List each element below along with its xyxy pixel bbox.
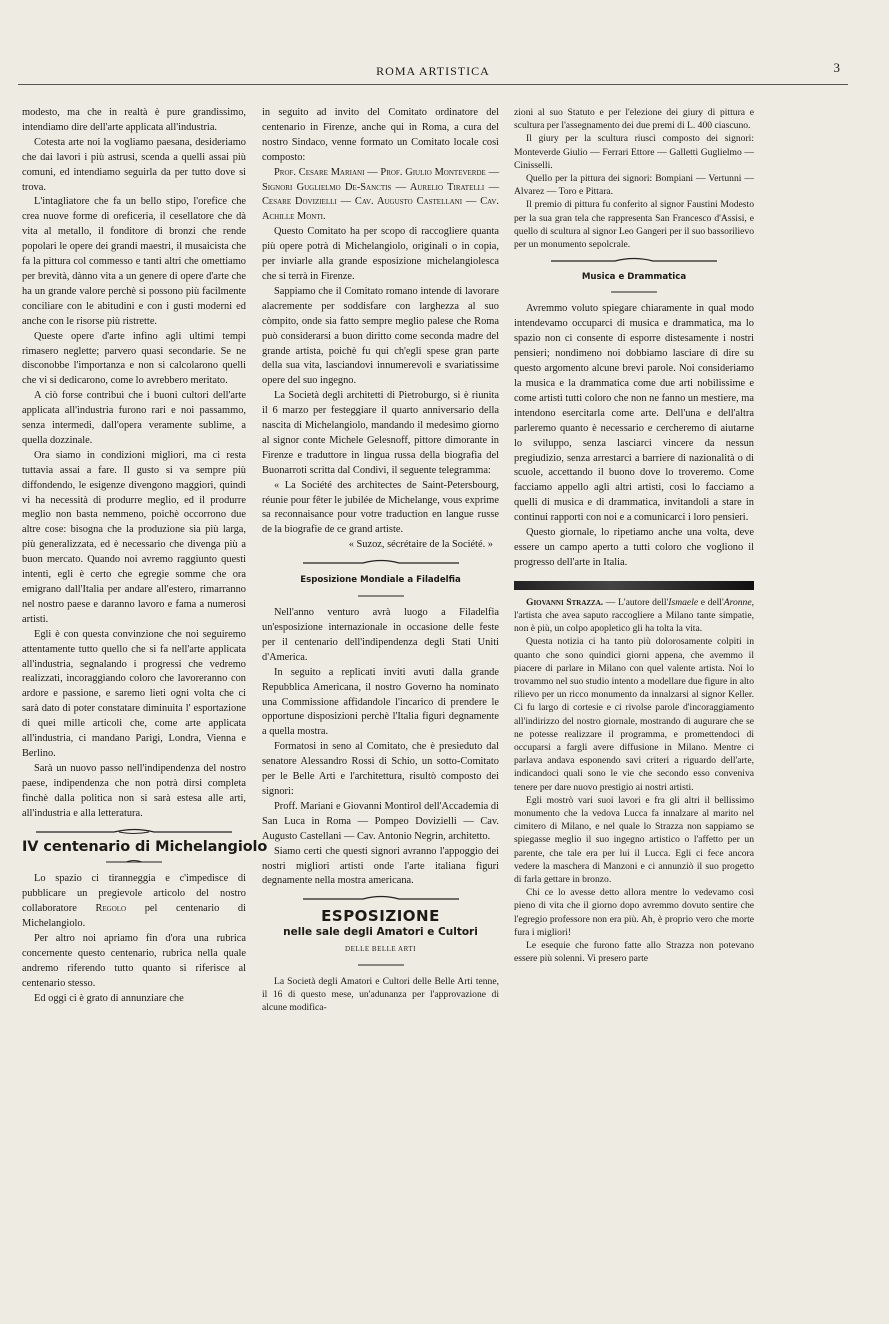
paragraph: Egli è con questa convinzione che noi seguiremo attentamente tutto quello che si fa nell'arte applicata all'industria, segnalando i progressi che vedremo realizzati, incoraggiando coloro che lavoreranno con ardore e passione, e saremo lieti ogni volta che ci sarà dato di poter constatare diminuita l' esportazione di quei mille articoli che, come arte applicata all'industria, ci mandano Parigi, Londra, Vienna e Berlino. <box>22 628 246 759</box>
paragraph: modesto, ma che in realtà è pure grandissimo, intendiamo dire dell'arte applicata all'industria. <box>22 107 246 133</box>
telegram-signature: « Suzoz, sécrétaire de la Société. » <box>348 539 493 551</box>
column-3 <box>514 106 754 965</box>
small-rule <box>609 288 659 298</box>
paragraph: Lo spazio ci tiranneggia e c'impedisce di pubblicare un pregievole articolo del nostro collaboratore Regolo pel centenario di Michelangiolo. <box>22 873 246 930</box>
paragraph: Il premio di pittura fu conferito al signor Faustini Modesto per la sua gran tela che rappresenta San Francesco d'Assisi, e quello di scultura al signor Leo Gangeri per il suo bassorilievo per un monumento sepolcrale. <box>514 199 754 251</box>
journal-title: ROMA ARTISTICA <box>376 64 490 78</box>
paragraph: La Società degli architetti di Pietroburgo, si è riunita il 6 marzo per festeggiare il quarto anniversario della nascita di Michelangiolo, mandando il medesimo giorno al signor conte Michele Gelesnoff, pittore dimorante in Firenze e traduttore in lingua russa della biografia del Buonarroti scritta dal Condivi, il seguente telegramma: <box>262 390 499 476</box>
committee-list: Prof. Cesare Mariani — Prof. Giulio Monteverde — Signori Guglielmo De-Sanctis — Aurelio Tiratelli — Cesare Dovizielli — Cav. Augusto Castellani — Cav. Achille Monti. <box>262 166 499 223</box>
small-rule <box>356 592 406 602</box>
section-title-music: Musica e Drammatica <box>581 272 687 283</box>
paragraph: Formatosi in seno al Comitato, che è presieduto dal senatore Alessandro Rossi di Schio, un sotto-Comitato per le Belle Arti e l'architettura, risultò composto dei signori: <box>262 741 499 797</box>
work-title: Aronne <box>723 596 752 608</box>
paragraph: Sarà un nuovo passo nell'indipendenza del nostro paese, indipendenza che non potrà dirsi completa finchè dalla politica non si sarà estesa alle arti, all'industria e alla letteratura. <box>22 762 246 819</box>
telegram-text: « La Société des architectes de Saint-Petersbourg, réunie pour fêter le jubilée de Michelange, vous exprime sa reconnaisance pour votre traduction en langue russe de la biografie de ce grand artiste. <box>262 479 499 536</box>
paragraph: Ora siamo in condizioni migliori, ma ci resta tuttavia assai a fare. Il gusto si va sempre più diffondendo, le esigenze divengono maggiori, quindi vi ha necessità di produrre meglio, ed il produrre meglio non basta nemmeno, poichè occorrono due altre cose: bisogna che la produzione sia più larga, più generalizzata, ed è necessario che divenga più a buon mercato. Quando noi avremo raggiunto questi intenti, egli è certo che egregie somme che ora emigrano dall'Italia per andare all'estero, rimarranno nel nostro paese e daranno lavoro e fama a numerosi artisti. <box>22 449 246 625</box>
section-title-michelangelo: IV centenario di Michelangiolo <box>22 838 268 855</box>
ornamental-rule <box>301 557 461 567</box>
column-2 <box>262 106 499 1015</box>
paragraph: Nell'anno venturo avrà luogo a Filadelfia un'esposizione internazionale in occasione delle feste per il centenario dell'indipendenza degli Stati Uniti d'America. <box>262 607 499 663</box>
work-title: Ismaele <box>668 596 699 608</box>
author-name: Regolo <box>95 903 127 915</box>
section-title-philadelphia: Esposizione Mondiale a Filadelfia <box>300 575 461 586</box>
paragraph: zioni al suo Statuto e per l'elezione dei giury di pittura e scultura per l'assegnamento dei due premi di L. 400 ciascuno. <box>514 107 754 132</box>
ornamental-rule <box>301 893 461 903</box>
paragraph: Sappiamo che il Comitato romano intende di lavorare alacremente per soddisfare con larghezza al suo còmpito, onde sia fatto sempre meglio palese che Roma può considerarsi a buon diritto come seconda madre del grande artista, poichè fu qui ch'egli spese gran parte della sua vita, lasciandovi innumerevoli e svariatissime opere del suo ingegno. <box>262 285 499 387</box>
paragraph: Questo Comitato ha per scopo di raccogliere quanta più opere potrà di Michelangiolo, originali o in copia, per inviarle alla grande esposizione michelangiolesca che si terrà in Firenze. <box>262 226 499 282</box>
column-1 <box>22 106 268 1007</box>
paragraph: Cotesta arte noi la vogliamo paesana, desideriamo che dai lavori i più astrusi, scenda a quelli assai più comuni, ed intendiamo seguirla da per tutto dove si trova. <box>22 136 246 193</box>
paragraph: L'intagliatore che fa un bello stipo, l'orefice che crea nuove forme di oreficeria, il cesellatore che dà vita al metallo, il fonditore di bronzi che rende popolari le opere dei grandi maestri, il musaicista che fa la pittura col commesso e tanti altri che omettiamo per brevità, dànno vita a un genere di opere d'arte che ha un grande valore perchè si possono più facilmente conciliare con le abitudini e con i gusti moderni ed anche con le risorse più ristrette. <box>22 196 246 327</box>
obituary-name: Giovanni Strazza. <box>526 596 604 608</box>
paragraph: Queste opere d'arte infino agli ultimi tempi rimasero neglette; parvero quasi secondarie. Se ne disconobbe l'importanza e non si calcolarono quelli che vi si dedicarono, come lo avrebbero meritato. <box>22 330 246 387</box>
small-rule <box>104 858 164 868</box>
paragraph: Giovanni Strazza. — L'autore dell'Ismaele e dell'Aronne, l'artista che avea saputo raccogliere a Milano tante simpatie, non è più, un colpo apopletico gli ha tolta la vita. <box>514 596 755 635</box>
ornamental-rule <box>549 255 719 265</box>
page-number: 3 <box>833 60 840 75</box>
paragraph: Proff. Mariani e Giovanni Montirol dell'Accademia di San Luca in Roma — Pompeo Dovizielli — Cav. Augusto Castellani — Cav. Antonio Negrin, architetto. <box>262 800 499 842</box>
dark-separator-band <box>514 581 754 590</box>
running-header <box>18 60 848 85</box>
paragraph: Siamo certi che questi signori avranno l'appoggio dei nostri migliori artisti onde l'arte italiana figuri degnamente nella mostra americana. <box>262 845 499 887</box>
section-title-exhibition: ESPOSIZIONE <box>321 907 440 926</box>
paragraph: Ed oggi ci è grato di annunziare che <box>34 992 184 1004</box>
small-rule <box>356 961 406 971</box>
paragraph: La Società degli Amatori e Cultori delle Belle Arti tenne, il 16 di questo mese, un'adunanza per l'approvazione di alcune modifica- <box>262 976 499 1014</box>
paragraph: Questa notizia ci ha tanto più dolorosamente colpiti in quanto che sono quindici giorni appena, che avemmo il piacere di parlare in Milano con quel valente artista. Noi lo trovammo nel suo studio intento a modellare due figure in alto rilievo per un ricco monumento da innalzarsi al signor Keller. Ci fu largo di cortesie e ci rivolse parole d'incoraggiamento all'indirizzo del nostro giornale, mostrando di augurare che se ne potesse realizzare il programma, e promettendoci di occuparsi a fargli avere diffusione in Milano. Mentre ci parlava andava esponendo savi criteri a riguardo dell'arte, indicandoci quali sono le vie che secondo esso conveniva tenere per dare nuovo prestigio ai nostri artisti. <box>514 636 754 793</box>
paragraph: in seguito ad invito del Comitato ordinatore del centenario in Firenze, anche qui in Roma, a cura del nostro Sindaco, venne formato un Comitato locale così composto: <box>262 107 499 163</box>
paragraph: Avremmo voluto spiegare chiaramente in qual modo intendevamo occuparci di musica e drammatica, ma lo spazio non ci consente di esporre distesamente i nostri pensieri; nondimeno noi dobbiamo lasciare di dire su questo argomento alcune brevi parole. Noi consideriamo la musica e la drammatica come due arti nobilissime e come artisti tutti coloro che non ne fanno un mestiere, ma intendono esercitarla come arte. Dell'una e dell'altra parleremo quanto è necessario e cercheremo di aiutarne lo sviluppo, senza lasciarci vincere da nessun pregiudizio, senza arrestarci a barriere di nazionalità o di scuole, accettando il buono dove lo troveremo. Come facciamo appello agli altri artisti, così lo facciamo a quelli di musica e di drammatica, invitandoli a stare in continui rapporti con noi e a comunicarci i loro pensieri. <box>514 303 754 524</box>
exhibition-subtitle-2: DELLE BELLE ARTI <box>345 945 416 954</box>
paragraph: Il giury per la scultura riuscì composto dei signori: Monteverde Giulio — Ferrari Ettore — Galletti Guglielmo — Cinisselli. <box>514 133 754 171</box>
music-article <box>514 302 754 570</box>
paragraph: Questo giornale, lo ripetiamo anche una volta, deve essere un campo aperto a tutti coloro che vogliono il progresso dell'arte in Italia. <box>514 527 754 568</box>
paragraph: Chi ce lo avesse detto allora mentre lo vedevamo così pieno di vita che il giorno dopo avremmo dovuto sentire che l'egregio professore non era più. Ah, è proprio vero che morte fura i migliori! <box>514 887 754 938</box>
paragraph: Quello per la pittura dei signori: Bompiani — Vertunni — Alvarez — Toro e Pittara. <box>514 173 754 198</box>
exhibition-subtitle: nelle sale degli Amatori e Cultori <box>283 926 478 939</box>
ornamental-rule <box>34 826 234 836</box>
paragraph: Egli mostrò vari suoi lavori e fra gli altri il bellissimo monumento che la vedova Lucca fa innalzare al marito nel cimitero di Milano, e nel quale lo Strazza non sappiamo se spiegasse meglio il suo ingegno artistico o l'affetto per un parente, che tale era per lui il Lucca. Egli ci fece ancora vedere la maschera di Manzoni e ci annunziò il suo progetto di farla gettare in bronzo. <box>514 794 754 886</box>
paragraph: In seguito a replicati inviti avuti dalla grande Repubblica Americana, il nostro Governo ha nominato una Commissione affidandole l'incarico di prendere le opportune disposizioni perchè l'Italia figuri degnamente a quella mostra. <box>262 666 499 738</box>
paragraph: Le esequie che furono fatte allo Strazza non potevano essere più solenni. Vi presero parte <box>514 940 754 965</box>
paragraph: Per altro noi apriamo fin d'ora una rubrica concernente questo centenario, rubrica nella quale andremo riferendo tutto quanto si riferisce al centenario stesso. <box>22 933 246 989</box>
paragraph: A ciò forse contribuì che i buoni cultori dell'arte applicata all'industria furono rari e noi passammo, senza intermedi, dall'opera veramente sublime, a quella dozzinale. <box>22 390 246 446</box>
